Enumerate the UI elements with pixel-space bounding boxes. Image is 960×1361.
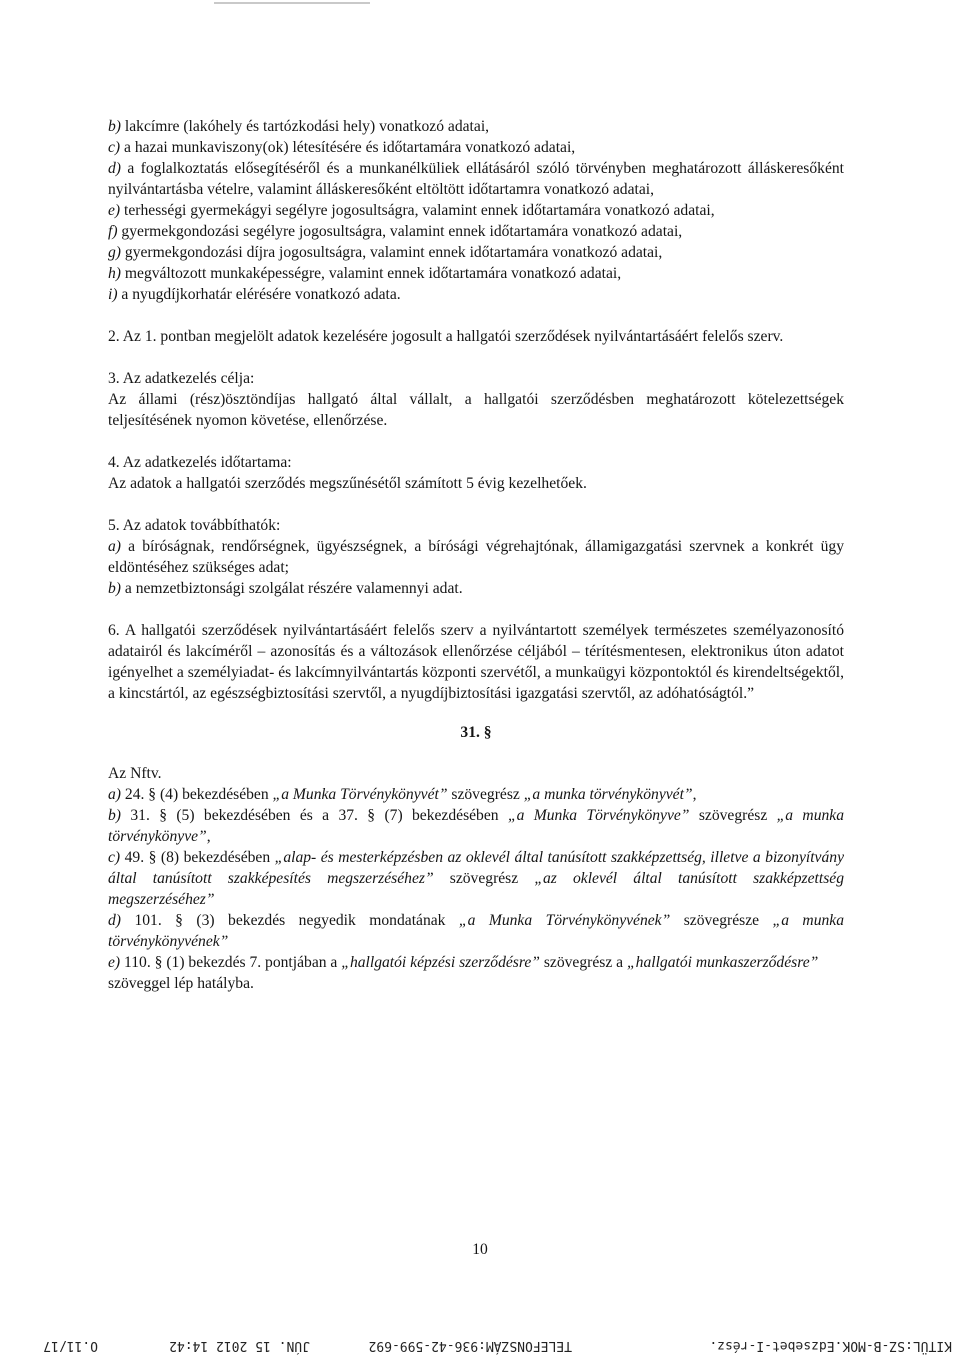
page-number: 10 (472, 1241, 488, 1258)
quoted-text: „a munka törvénykönyve” (108, 807, 845, 845)
paragraph-text: Az állami (rész)ösztöndíjas hallgató által vállalt, a hallgatói szerződésben meghatározott kötelezettségek teljesítésének nyomon követése, ellenőrzése. (108, 391, 844, 429)
list-item: a) a bíróságnak, rendőrségnek, ügyészségnek, a bírósági végrehajtónak, államigazgatási szervnek a konkrét ügy eldöntéséhez szükséges adat; (108, 538, 844, 576)
list-item: e) terhességi gyermekágyi segélyre jogosultságra, valamint ennek időtartamára vonatkozó adatai, (108, 202, 715, 219)
nftv-item-label: d) (108, 912, 121, 929)
fax-phone: TELEFONSZÁM:936-42-599-692 (368, 1338, 572, 1353)
paragraph-text: Az adatok a hallgatói szerződés megszűnésétől számított 5 évig kezelhetőek. (108, 475, 587, 492)
quoted-text: „hallgatói munkaszerződésre” (626, 954, 819, 971)
item-text: szövegrész (689, 807, 777, 824)
paragraph-6: 6. A hallgatói szerződések nyilvántartásáért felelős szerv a nyilvántartott személyek természetes személyazonosító adatairól és lakcíméről – azonosítás és a változások ellenőrzése céljából – térítésmentesen, elektronikus úton adatot igényelhet a személyiadat- és lakcímnyilvántartás központi szervétől, a munkaügyi központoktól és kirendeltségektől, a kincstártól, az egészségbiztosítási szervtől, a nyugdíjbiztosítási igazgatási szervtől, az adóhatóságtól.” (108, 622, 844, 702)
fax-date: JÚN. 15 2012 14:42 (169, 1338, 310, 1353)
nftv-item-label: e) (108, 954, 121, 971)
item-text: 31. § (5) bekezdésében és a 37. § (7) bekezdésében (121, 807, 508, 824)
item-text: 49. § (8) bekezdésében (120, 849, 275, 866)
list-item: g) gyermekgondozási díjra jogosultságra, valamint ennek időtartamára vonatkozó adatai, (108, 244, 663, 261)
item-text: szövegrész (447, 786, 524, 803)
item-text: szövegrész (433, 870, 535, 887)
paragraph-4 (108, 452, 844, 494)
quoted-text: „a munka törvénykönyvét” (523, 786, 693, 803)
nftv-item-label: a) (108, 786, 121, 803)
nftv-item-label: c) (108, 849, 121, 866)
item-text: 110. § (1) bekezdés 7. pontjában a (120, 954, 342, 971)
quoted-text: „alap- és mesterképzésben az oklevél által tanúsított szakképzettség, illetve a bizonyítvány által tanúsított szakképesítés megszerzéséhez” (108, 849, 844, 887)
fax-header (0, 1334, 960, 1356)
paragraph-title: 3. Az adatkezelés célja: (108, 370, 255, 387)
quoted-text: „hallgatói képzési szerződésre” (341, 954, 540, 971)
nftv-items (108, 784, 844, 973)
paragraph-title: 5. Az adatok továbbíthatók: (108, 517, 281, 534)
nftv-item (108, 847, 844, 910)
quoted-text: „a munka törvénykönyvének” (108, 912, 845, 950)
quoted-text: „a Munka Törvénykönyvét” (272, 786, 448, 803)
nftv-item (108, 805, 844, 847)
list-item: b) a nemzetbiztonsági szolgálat részére valamennyi adat. (108, 580, 463, 597)
paragraph-title: 4. Az adatkezelés időtartama: (108, 454, 292, 471)
nftv-item (108, 952, 844, 973)
item-text: , (692, 786, 697, 803)
list-item: i) a nyugdíjkorhatár elérésére vonatkozó adata. (108, 286, 401, 303)
list-item: b) lakcímre (lakóhely és tartózkodási hely) vonatkozó adatai, (108, 118, 490, 135)
scan-edge-line (214, 2, 370, 4)
item-text: szövegrésze (670, 912, 773, 929)
item-text: 24. § (4) bekezdésében (121, 786, 273, 803)
nftv-closing: szöveggel lép hatályba. (108, 975, 254, 992)
list-item: f) gyermekgondozási segélyre jogosultságra, valamint ennek időtartamára vonatkozó adatai, (108, 223, 683, 240)
list-item: c) a hazai munkaviszony(ok) létesítésére és időtartamára vonatkozó adatai, (108, 139, 576, 156)
nftv-intro: Az Nftv. (108, 765, 162, 782)
fax-sender: KITÜL:SZ-B-MOK.Edzsebet-I-rész. (709, 1338, 952, 1353)
nftv-item-label: b) (108, 807, 121, 824)
paragraph-5 (108, 515, 844, 599)
document-body (108, 116, 844, 994)
item-text: szövegrész a (539, 954, 627, 971)
item-text: 101. § (3) bekezdés negyedik mondatának (121, 912, 459, 929)
nftv-amendments (108, 763, 844, 994)
list-item: d) a foglalkoztatás elősegítéséről és a munkanélküliek ellátásáról szóló törvényben meghatározott álláskeresőként nyilvántartásba vételre, valamint álláskeresőként eltöltött időtartamra vonatkozó adatai, (108, 160, 844, 198)
quoted-text: „az oklevél által tanúsított szakképzettség megszerzéséhez” (108, 870, 845, 908)
fax-page: O.11/17 (43, 1338, 98, 1353)
quoted-text: „a Munka Törvénykönyve” (507, 807, 690, 824)
top-list (108, 116, 844, 305)
paragraph-2: 2. Az 1. pontban megjelölt adatok kezelésére jogosult a hallgatói szerződések nyilvántartásáért felelős szerv. (108, 328, 784, 345)
nftv-item (108, 784, 844, 805)
nftv-item (108, 910, 844, 952)
paragraph-3 (108, 368, 844, 431)
item-text: , (206, 828, 211, 845)
list-item: h) megváltozott munkaképességre, valamint ennek időtartamára vonatkozó adatai, (108, 265, 622, 282)
section-heading: 31. § (460, 724, 492, 741)
quoted-text: „a Munka Törvénykönyvének” (458, 912, 671, 929)
